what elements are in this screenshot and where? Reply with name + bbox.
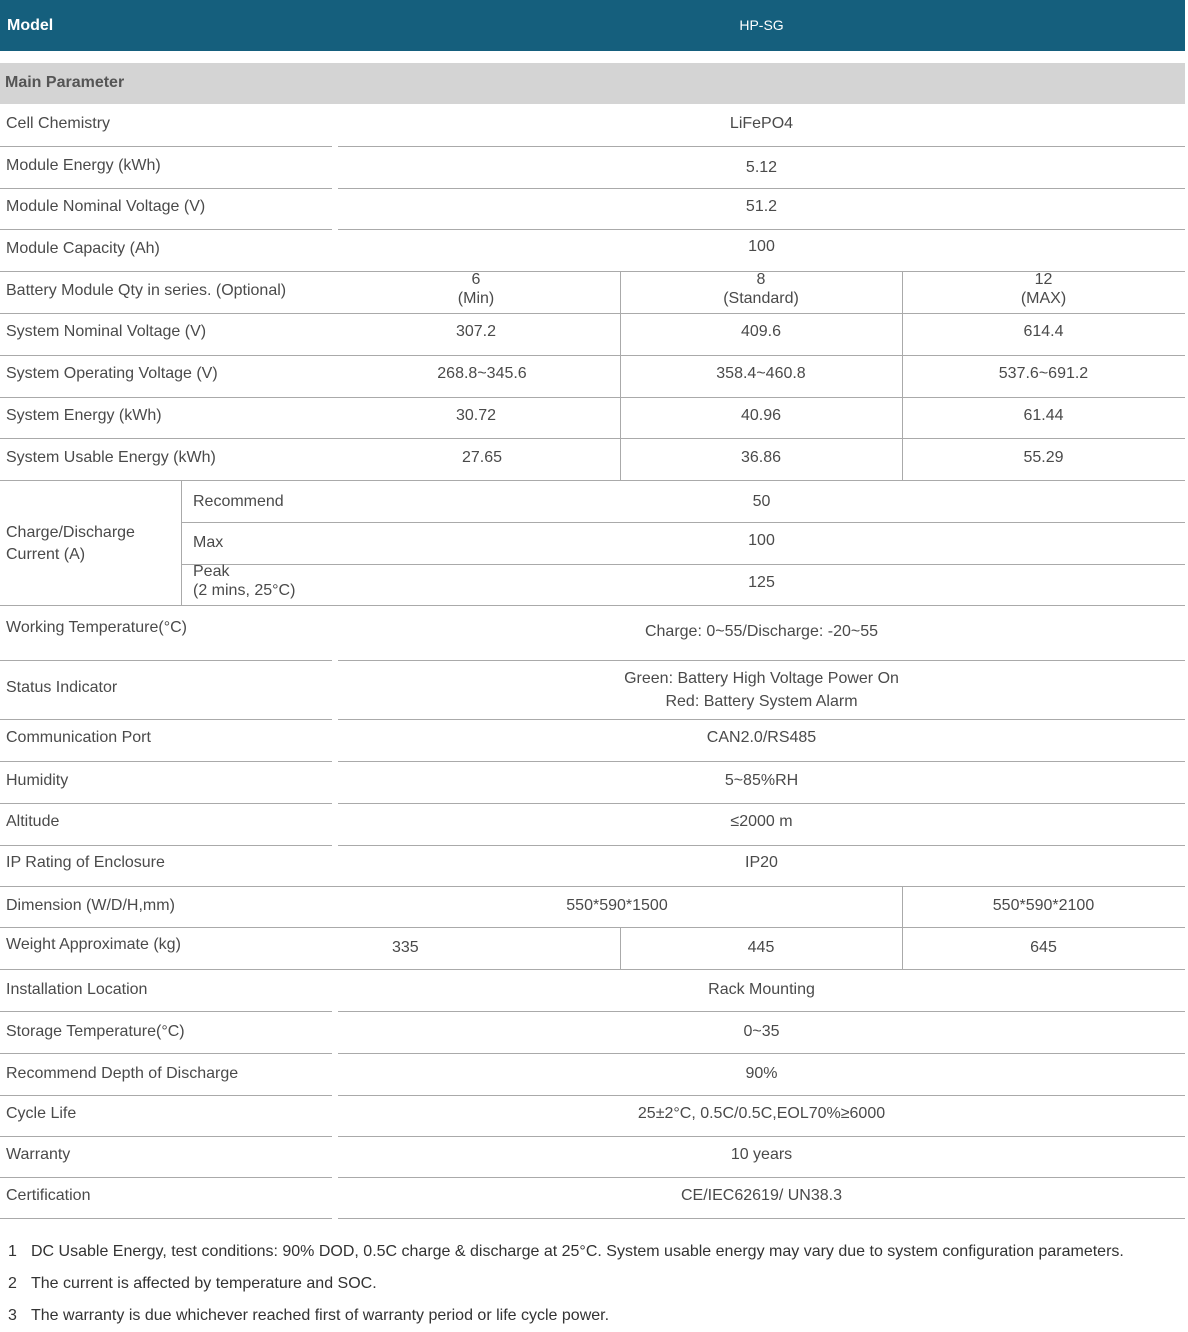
altitude-label: Altitude	[6, 813, 60, 830]
footnote	[8, 1307, 609, 1325]
sys-nominal-voltage-standard: 409.6	[740, 323, 782, 340]
storage-temp-label: Storage Temperature(°C)	[6, 1023, 185, 1040]
cycle-life-value: 25±2°C, 0.5C/0.5C,EOL70%≥6000	[637, 1105, 886, 1122]
module-capacity-value: 100	[748, 238, 775, 255]
module-energy-label: Module Energy (kWh)	[6, 157, 161, 174]
altitude-value: ≤2000 m	[730, 813, 793, 830]
dimension-value-large: 550*590*2100	[992, 897, 1095, 914]
certification-label: Certification	[6, 1187, 91, 1204]
storage-temp-value: 0~35	[743, 1023, 780, 1040]
table-header	[0, 0, 1185, 51]
recommend-label: Recommend	[193, 493, 284, 510]
recommend-value: 50	[752, 493, 771, 510]
sys-operating-voltage-min: 268.8~345.6	[437, 365, 527, 382]
sys-nominal-voltage-min: 307.2	[455, 323, 497, 340]
weight-min: 335	[392, 939, 419, 956]
sys-energy-max: 61.44	[1023, 407, 1064, 424]
sys-energy-min: 30.72	[455, 407, 497, 424]
weight-label: Weight Approximate (kg)	[6, 936, 181, 953]
footnote-text: The current is affected by temperature and SOC.	[31, 1275, 377, 1292]
peak-value: 125	[748, 574, 775, 591]
module-qty-max-label: (MAX)	[1020, 290, 1067, 307]
comm-port-label: Communication Port	[6, 729, 151, 746]
footnote-text: The warranty is due whichever reached first of warranty period or life cycle power.	[31, 1307, 610, 1324]
footnote-text: DC Usable Energy, test conditions: 90% DOD, 0.5C charge & discharge at 25°C. System usable energy may vary due to system configuration parameters.	[31, 1243, 1124, 1260]
sys-nominal-voltage-max: 614.4	[1023, 323, 1064, 340]
module-voltage-label: Module Nominal Voltage (V)	[6, 198, 206, 215]
footnote	[8, 1275, 377, 1293]
cycle-life-label: Cycle Life	[6, 1105, 77, 1122]
sys-usable-energy-standard: 36.86	[740, 449, 782, 466]
certification-value: CE/IEC62619/ UN38.3	[681, 1187, 842, 1204]
humidity-value: 5~85%RH	[724, 772, 799, 789]
humidity-label: Humidity	[6, 772, 69, 789]
weight-max: 645	[1030, 939, 1057, 956]
sys-usable-energy-label: System Usable Energy (kWh)	[6, 449, 216, 466]
charge-current-label-line2: Current (A)	[6, 546, 86, 563]
section-header	[0, 63, 1185, 104]
module-energy-value: 5.12	[745, 159, 778, 176]
footnote-number: 1	[8, 1243, 17, 1260]
sys-usable-energy-max: 55.29	[1023, 449, 1064, 466]
module-qty-min-label: (Min)	[457, 290, 495, 307]
sys-operating-voltage-standard: 358.4~460.8	[716, 365, 806, 382]
ip-rating-value: IP20	[745, 854, 778, 871]
max-label: Max	[193, 534, 224, 551]
peak-label-line2: (2 mins, 25°C)	[193, 582, 296, 599]
install-location-value: Rack Mounting	[708, 981, 815, 998]
cell-chemistry-value: LiFePO4	[729, 115, 794, 132]
weight-standard: 445	[747, 939, 775, 956]
sys-operating-voltage-max: 537.6~691.2	[998, 365, 1089, 382]
status-indicator-green: Green: Battery High Voltage Power On	[624, 670, 899, 687]
module-qty-min-number: 6	[471, 271, 481, 288]
status-indicator-label: Status Indicator	[6, 679, 118, 696]
sys-energy-label: System Energy (kWh)	[6, 407, 162, 424]
status-indicator-red: Red: Battery System Alarm	[665, 693, 858, 710]
sys-energy-standard: 40.96	[740, 407, 782, 424]
sys-operating-voltage-label: System Operating Voltage (V)	[6, 365, 218, 382]
comm-port-value: CAN2.0/RS485	[706, 729, 817, 746]
model-value: HP-SG	[739, 17, 784, 33]
dimension-label: Dimension (W/D/H,mm)	[6, 897, 175, 914]
section-title: Main Parameter	[5, 74, 125, 91]
cell-chemistry-label: Cell Chemistry	[6, 115, 111, 132]
working-temp-label: Working Temperature(°C)	[6, 619, 187, 636]
max-value: 100	[748, 532, 775, 549]
footnote	[8, 1243, 1124, 1261]
model-label: Model	[7, 17, 54, 34]
ip-rating-label: IP Rating of Enclosure	[6, 854, 165, 871]
dod-value: 90%	[745, 1065, 778, 1082]
sys-usable-energy-min: 27.65	[461, 449, 503, 466]
module-qty-label: Battery Module Qty in series. (Optional)	[6, 282, 287, 299]
module-voltage-value: 51.2	[745, 198, 778, 215]
module-capacity-label: Module Capacity (Ah)	[6, 240, 160, 257]
warranty-label: Warranty	[6, 1146, 71, 1163]
dod-label: Recommend Depth of Discharge	[6, 1065, 239, 1082]
module-qty-max-number: 12	[1034, 271, 1053, 288]
footnote-number: 3	[8, 1307, 17, 1324]
footnote-number: 2	[8, 1275, 17, 1292]
sys-nominal-voltage-label: System Nominal Voltage (V)	[6, 323, 207, 340]
working-temp-value: Charge: 0~55/Discharge: -20~55	[644, 623, 879, 640]
install-location-label: Installation Location	[6, 981, 148, 998]
dimension-value-small: 550*590*1500	[566, 897, 668, 914]
charge-current-label-line1: Charge/Discharge	[6, 524, 135, 541]
peak-label-line1: Peak	[193, 563, 230, 580]
warranty-value: 10 years	[730, 1146, 793, 1163]
module-qty-standard-label: (Standard)	[723, 290, 799, 307]
module-qty-standard-number: 8	[756, 271, 766, 288]
